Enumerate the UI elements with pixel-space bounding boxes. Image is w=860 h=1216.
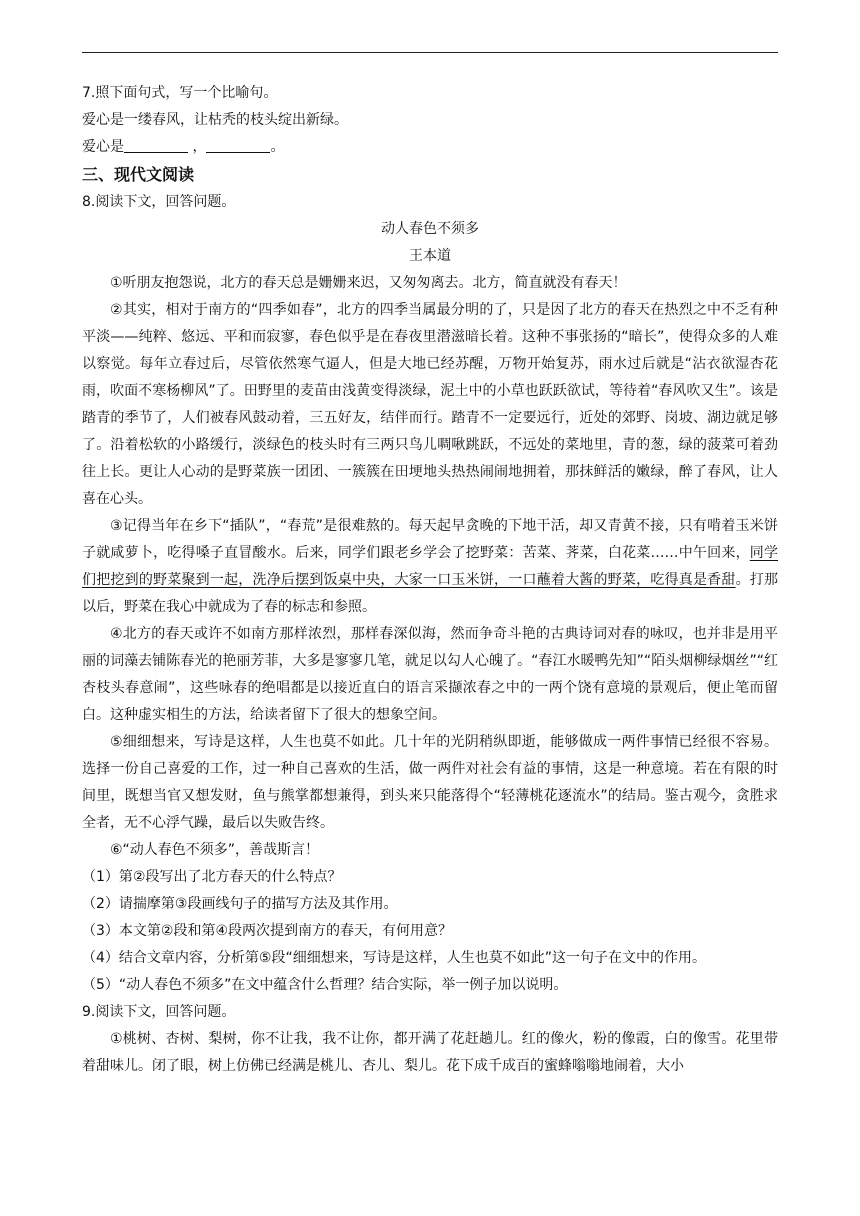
sub-question-2: （2）请揣摩第③段画线句子的描写方法及其作用。 [82, 896, 398, 912]
article-author: 王本道 [409, 248, 451, 264]
q7-example: 爱心是一缕春风，让枯秃的枝头绽出新绿。 [82, 112, 348, 128]
header-rule [82, 52, 778, 53]
paragraph-6: ⑥“动人春色不须多”，善哉斯言！ [110, 842, 320, 858]
q9-title: 9.阅读下文，回答问题。 [82, 1004, 236, 1020]
article-title: 动人春色不须多 [381, 221, 479, 237]
q7-title: 7.照下面句式，写一个比喻句。 [82, 85, 278, 101]
q7-prompt-b: ， [188, 139, 207, 155]
paragraph-5: ⑤细细想来，写诗是这样，人生也莫不如此。几十年的光阴稍纵即逝，能够做成一两件事情已经很不容易。选择一份自己喜爱的工作，过一种自己喜欢的生活，做一两件对社会有益的事情，这是一种意境。若在有限的时间里，既想当官又想发财，鱼与熊掌都想兼得，到头来只能落得个“轻薄桃花逐流水”的结局。鉴古观今，贪胜求全者，无不心浮气躁，最后以失败告终。 [82, 734, 778, 831]
q8-title: 8.阅读下文，回答问题。 [82, 194, 236, 210]
paragraph-4: ④北方的春天或许不如南方那样浓烈，那样春深似海，然而争奇斗艳的古典诗词对春的咏叹，也并非是用平丽的词藻去铺陈春光的艳丽芳菲，大多是寥寥几笔，就足以勾人心魄了。“春江水暖鸭先知”“陌头烟柳绿烟丝”“红杏枝头春意闹”，这些咏春的绝唱都是以接近直白的语言采撷浓春之中的一两个饶有意境的景观后，便止笔而留白。这种虚实相生的方法，给读者留下了很大的想象空间。 [82, 626, 778, 723]
document-body [82, 80, 778, 1080]
q9-paragraph-1: ①桃树、杏树、梨树，你不让我，我不让你，都开满了花赶趟儿。红的像火，粉的像霞，白的像雪。花里带着甜味儿。闭了眼，树上仿佛已经满是桃儿、杏儿、梨儿。花下成千成百的蜜蜂嗡嗡地闹着，大小 [82, 1031, 778, 1074]
paragraph-3 [82, 513, 778, 621]
q7-prompt-a: 爱心是 [82, 139, 124, 155]
paragraph-3-end: 。打那以后，野菜在我心中就成为了春的标志和参照。 [82, 572, 779, 615]
paragraph-3-start: ③记得当年在乡下“插队”，“春荒”是很难熬的。每天起早贪晚的下地干活，却又青黄不接，只有啃着玉米饼子就咸萝卜，吃得嗓子直冒酸水。后来，同学们跟老乡学会了挖野菜：苦菜、荠菜，白花菜……中午回来， [82, 518, 778, 561]
q7-prompt [82, 134, 778, 161]
sub-question-5: （5）“动人春色不须多”在文中蕴含什么哲理？结合实际，举一例子加以说明。 [82, 977, 568, 993]
section-title: 三、现代文阅读 [82, 165, 195, 184]
q7-prompt-c: 。 [270, 139, 285, 155]
sub-question-4: （4）结合文章内容，分析第⑤段“细细想来，写诗是这样，人生也莫不如此”这一句子在文中的作用。 [82, 950, 706, 966]
answer-blank-2[interactable] [206, 138, 270, 153]
sub-question-1: （1）第②段写出了北方春天的什么特点？ [82, 869, 342, 885]
paragraph-2: ②其实，相对于南方的“四季如春”，北方的四季当属最分明的了，只是因了北方的春天在热烈之中不乏有种平淡——纯粹、悠远、平和而寂寥，春色似乎是在春夜里潜滋暗长着。这种不事张扬的“暗长”，使得众多的人难以察觉。每年立春过后，尽管依然寒气逼人，但是大地已经苏醒，万物开始复苏，雨水过后就是“沾衣欲湿杏花雨，吹面不寒杨柳风”了。田野里的麦苗由浅黄变得淡绿，泥土中的小草也跃跃欲试，等待着“春风吹又生”。该是踏青的季节了，人们被春风鼓动着，三五好友，结伴而行。踏青不一定要远行，近处的郊野、岗坡、湖边就足够了。沿着松软的小路缓行，淡绿色的枝头时有三两只鸟儿啁啾跳跃，不远处的菜地里，青的葱，绿的菠菜可着劲往上长。更让人心动的是野菜族一团团、一簇簇在田埂地头热热闹闹地拥着，那抹鲜活的嫩绿，醉了春风，让人喜在心头。 [82, 302, 778, 507]
underlined-sentence: 同学们把挖到的野菜聚到一起，洗净后摆到饭桌中央，大家一口玉米饼，一口蘸着大酱的野菜，吃得真是香甜 [82, 545, 779, 588]
sub-question-3: （3）本文第②段和第④段两次提到南方的春天，有何用意？ [82, 923, 453, 939]
paragraph-1: ①听朋友抱怨说，北方的春天总是姗姗来迟，又匆匆离去。北方，简直就没有春天！ [110, 275, 627, 291]
answer-blank-1[interactable] [124, 138, 188, 153]
